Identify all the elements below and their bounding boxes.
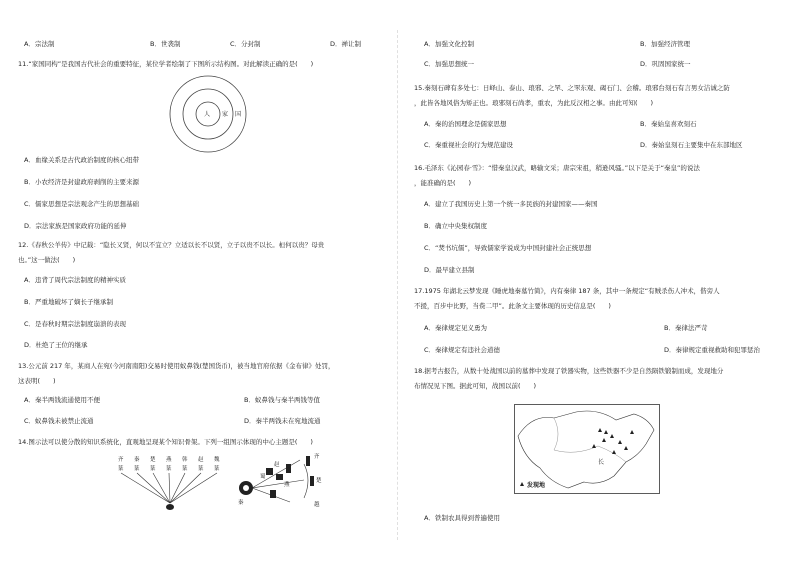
ring-label-person: 人 (204, 111, 211, 118)
q16-option-b: B．确立中央集权制度 (424, 222, 487, 230)
q11-concentric-figure (168, 74, 248, 154)
right-column (414, 0, 784, 562)
region-label: 越 (314, 502, 320, 508)
q18-stem-line1: 18.据考古报告，从数十处战国以前的墓葬中发现了铁器实物，这些铁器不少是自然陨铁锻制而成，发现地分 (414, 367, 724, 375)
q10-option-a: A．宗法制 (24, 40, 55, 48)
q18-option-a: A．铁制农具得到普遍使用 (424, 514, 500, 522)
q15-option-c: C．秦重视社会的行为规范建设 (424, 141, 514, 149)
state-label: 齐 (118, 457, 124, 463)
q16-stem-line2: ，能准确的是( ) (414, 179, 472, 187)
q11-option-d: D．宗法家族是国家政府功能的延伸 (24, 222, 127, 230)
q15-option-b: B．秦始皇喜欢刻石 (640, 120, 697, 128)
q13-stem-line1: 13.公元前 217 年，某商人在宛(今河南南阳)交易时使用蚁鼻钱(楚国货币)，被当地官府依据《金布律》处罚， (18, 362, 335, 370)
q17-option-d: D．秦律规定重视救助和犯罪惩治 (664, 346, 761, 354)
q16-stem-line1: 16.毛泽东《沁园春·雪》：“惜秦皇汉武，略输文采；唐宗宋祖，稍逊风骚。”以下是关于“秦皇”的说法 (414, 164, 700, 172)
q13-option-d: D．秦半两钱未在宛地流通 (244, 417, 321, 425)
script-glyph: 篆 (198, 466, 204, 472)
script-glyph: 篆 (182, 466, 188, 472)
q12-option-a: A．违背了周代宗法制度的精神实质 (24, 276, 126, 284)
q12-option-d: D．杜绝了王位的继承 (24, 341, 88, 349)
region-label: 燕 (284, 482, 290, 488)
left-column (18, 0, 388, 562)
q17-stem-line1: 17.1975 年湖北云梦发现《睡虎地秦墓竹简》，内有秦律 187 条，其中一条规定“有贼杀伤人冲术，偕旁人 (414, 287, 720, 295)
q13-option-c: C．蚁鼻钱未被禁止流通 (24, 417, 94, 425)
q13-option-b: B．蚁鼻钱与秦半两钱等值 (244, 396, 320, 404)
region-label: 赵 (274, 462, 280, 468)
q17-option-b: B．秦律法严苛 (664, 324, 708, 332)
q12-option-b: B．严重地破坏了嫡长子继承制 (24, 298, 113, 306)
q12-stem-line2: 也。”这一做法( ) (18, 256, 76, 264)
state-label: 魏 (214, 457, 220, 463)
state-label: 楚 (150, 457, 156, 463)
q18-map (514, 404, 660, 494)
q18-stem-line2: 布情况见下图。据此可知，战国以前( ) (414, 382, 537, 390)
region-label: 齐 (314, 454, 320, 460)
q16-option-c: C．“焚书坑儒”，导致儒家学说成为中国封建社会正统思想 (424, 244, 592, 252)
region-label: 蜀 (260, 474, 266, 480)
q17-option-c: C．秦律规定有违社会道德 (424, 346, 501, 354)
script-glyph: 篆 (150, 466, 156, 472)
q12-option-c: C．是春秋时期宗法制度崩溃的表现 (24, 320, 127, 328)
q14-option-c: C．加强思想统一 (424, 60, 475, 68)
q14-stem: 14.图示法可以使分散的知识系统化，直观地呈现某个知识骨架。下列一组图示体现的中心主题是( ) (18, 438, 313, 446)
ring-label-family: 家 (222, 111, 229, 118)
region-label: 楚 (316, 478, 322, 484)
state-label: 韩 (182, 457, 188, 463)
q16-option-d: D．最早建立县制 (424, 266, 475, 274)
q10-option-b: B．世袭制 (150, 40, 181, 48)
ring-label-state: 国 (235, 111, 242, 118)
map-legend: 发现地 (527, 482, 546, 489)
q15-option-a: A．秦的治国理念是儒家思想 (424, 120, 507, 128)
q15-stem-line1: 15.秦刻石碑有多处七：日峄山、泰山、琅邪、之罘、之罘东观、碣石门、会稽。琅邪台刻石有言男女洁诚之防 (414, 84, 730, 92)
q11-option-a: A．血缘关系是古代政治制度的核心纽带 (24, 156, 139, 164)
q10-option-c: C．分封制 (230, 40, 261, 48)
state-label: 秦 (134, 457, 140, 463)
region-label: 秦 (238, 500, 244, 506)
state-label: 燕 (166, 457, 172, 463)
q17-stem-line2: 不援，百步中比野，当赀二甲”。此条文主要体现的历史信息是( ) (414, 302, 611, 310)
q14-figure-2 (230, 450, 326, 514)
q15-option-d: D．秦始皇刻石主要集中在东部地区 (640, 141, 743, 149)
q13-stem-line2: 这表明( ) (18, 377, 56, 385)
q14-figure-1 (114, 455, 234, 515)
q10-option-d: D．禅让制 (330, 40, 362, 48)
map-region-label: 长 (598, 459, 605, 466)
q11-stem: 11.“家国同构”是我国古代社会的重要特征，某位学者绘制了下图所示结构图。对此解读正确的是( ) (18, 60, 314, 68)
script-glyph: 篆 (214, 466, 220, 472)
q13-option-a: A．秦半两钱流通使用不便 (24, 396, 100, 404)
column-divider (397, 30, 398, 540)
state-label: 赵 (198, 457, 204, 463)
q14-option-d: D．巩固国家统一 (640, 60, 691, 68)
q11-option-b: B．小农经济是封建政府剥削的主要来源 (24, 178, 139, 186)
q14-option-a: A．加强文化控制 (424, 40, 474, 48)
q14-option-b: B．加强经济管理 (640, 40, 690, 48)
q16-option-a: A．建立了我国历史上第一个统一多民族的封建国家——秦国 (424, 200, 598, 208)
script-glyph: 篆 (134, 466, 140, 472)
q15-stem-line2: ，此皆各地风俗为矫正也。琅邪刻石尚孝，重农，为此反汉相之事。由此可知( ) (414, 99, 654, 107)
q11-option-c: C．儒家思想是宗法观念产生的思想基础 (24, 200, 140, 208)
q17-option-a: A．秦律规定见义勇为 (424, 324, 487, 332)
script-glyph: 篆 (166, 466, 172, 472)
script-glyph: 篆 (118, 466, 124, 472)
q12-stem-line1: 12.《春秋公羊传》中记载：“隐长又贤，何以不宜立？立适以长不以贤，立子以贵不以长。桓何以贵？母贵 (18, 241, 325, 249)
